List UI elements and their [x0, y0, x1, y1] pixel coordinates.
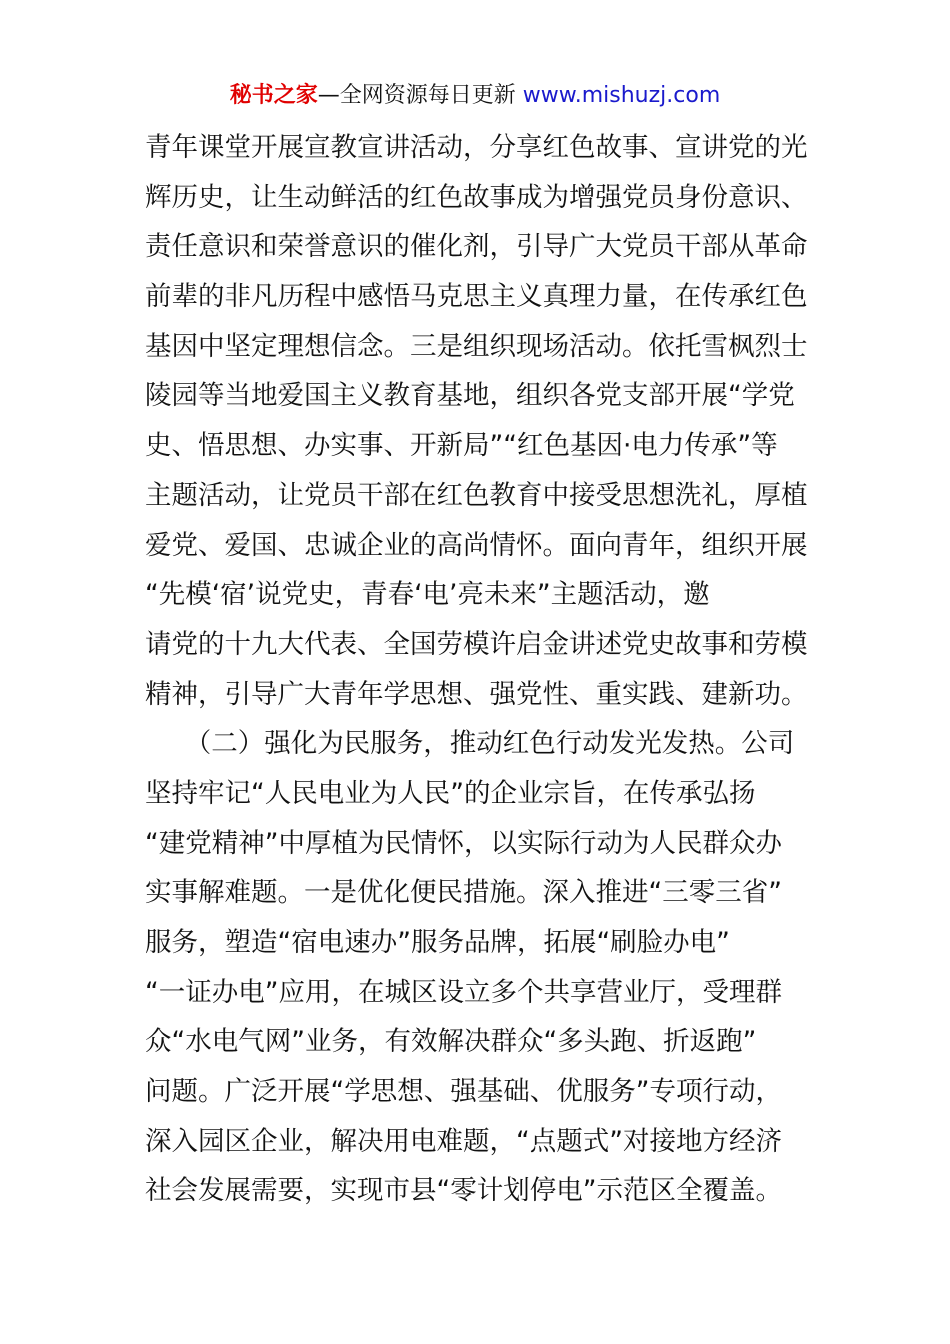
text-line: 实事解难题。一是优化便民措施。深入推进“三零三省” [145, 877, 782, 909]
text-line: 前辈的非凡历程中感悟马克思主义真理力量，在传承红色 [145, 281, 808, 313]
text-line: 深入园区企业，解决用电难题，“点题式”对接地方经济 [145, 1125, 782, 1157]
text-line: 问题。广泛开展“学思想、强基础、优服务”专项行动， [145, 1076, 782, 1108]
text-line: 辉历史，让生动鲜活的红色故事成为增强党员身份意识、 [145, 181, 808, 213]
document-body [145, 123, 815, 1216]
section-heading-line: （二）强化为民服务，推动红色行动发光发热。公司 [145, 728, 795, 760]
text-line: “建党精神”中厚植为民情怀，以实际行动为人民群众办 [145, 827, 782, 859]
brand-name: 秘书之家 [229, 83, 318, 108]
text-line: “先模‘宿’说党史，青春‘电’亮未来”主题活动，邀 [145, 579, 710, 611]
header-tagline: —全网资源每日更新 [317, 83, 523, 108]
text-line: 社会发展需要，实现市县“零计划停电”示范区全覆盖。 [145, 1175, 782, 1207]
site-url[interactable]: www.mishuzj.com [522, 83, 721, 108]
text-line: 爱党、爱国、忠诚企业的高尚情怀。面向青年，组织开展 [145, 529, 808, 561]
text-line: 青年课堂开展宣教宣讲活动，分享红色故事、宣讲党的光 [145, 132, 808, 163]
text-line: 主题活动，让党员干部在红色教育中接受思想洗礼，厚植 [145, 479, 808, 511]
text-line: 坚持牢记“人民电业为人民”的企业宗旨，在传承弘扬 [145, 777, 756, 809]
text-line: 请党的十九大代表、全国劳模许启金讲述党史故事和劳模 [145, 628, 808, 660]
text-line: “一证办电”应用，在城区设立多个共享营业厅，受理群 [145, 976, 782, 1008]
page-header [0, 80, 950, 112]
text-line: 众“水电气网”业务，有效解决群众“多头跑、折返跑” [145, 1026, 757, 1058]
text-line: 精神，引导广大青年学思想、强党性、重实践、建新功。 [145, 678, 808, 710]
text-line: 基因中坚定理想信念。三是组织现场活动。依托雪枫烈士 [145, 330, 808, 362]
text-line: 史、悟思想、办实事、开新局”“红色基因·电力传承”等 [145, 430, 778, 462]
text-line: 责任意识和荣誉意识的催化剂，引导广大党员干部从革命 [145, 231, 808, 263]
text-line: 服务，塑造“宿电速办”服务品牌，拓展“刷脸办电” [145, 927, 730, 958]
text-line: 陵园等当地爱国主义教育基地，组织各党支部开展“学党 [145, 380, 795, 412]
